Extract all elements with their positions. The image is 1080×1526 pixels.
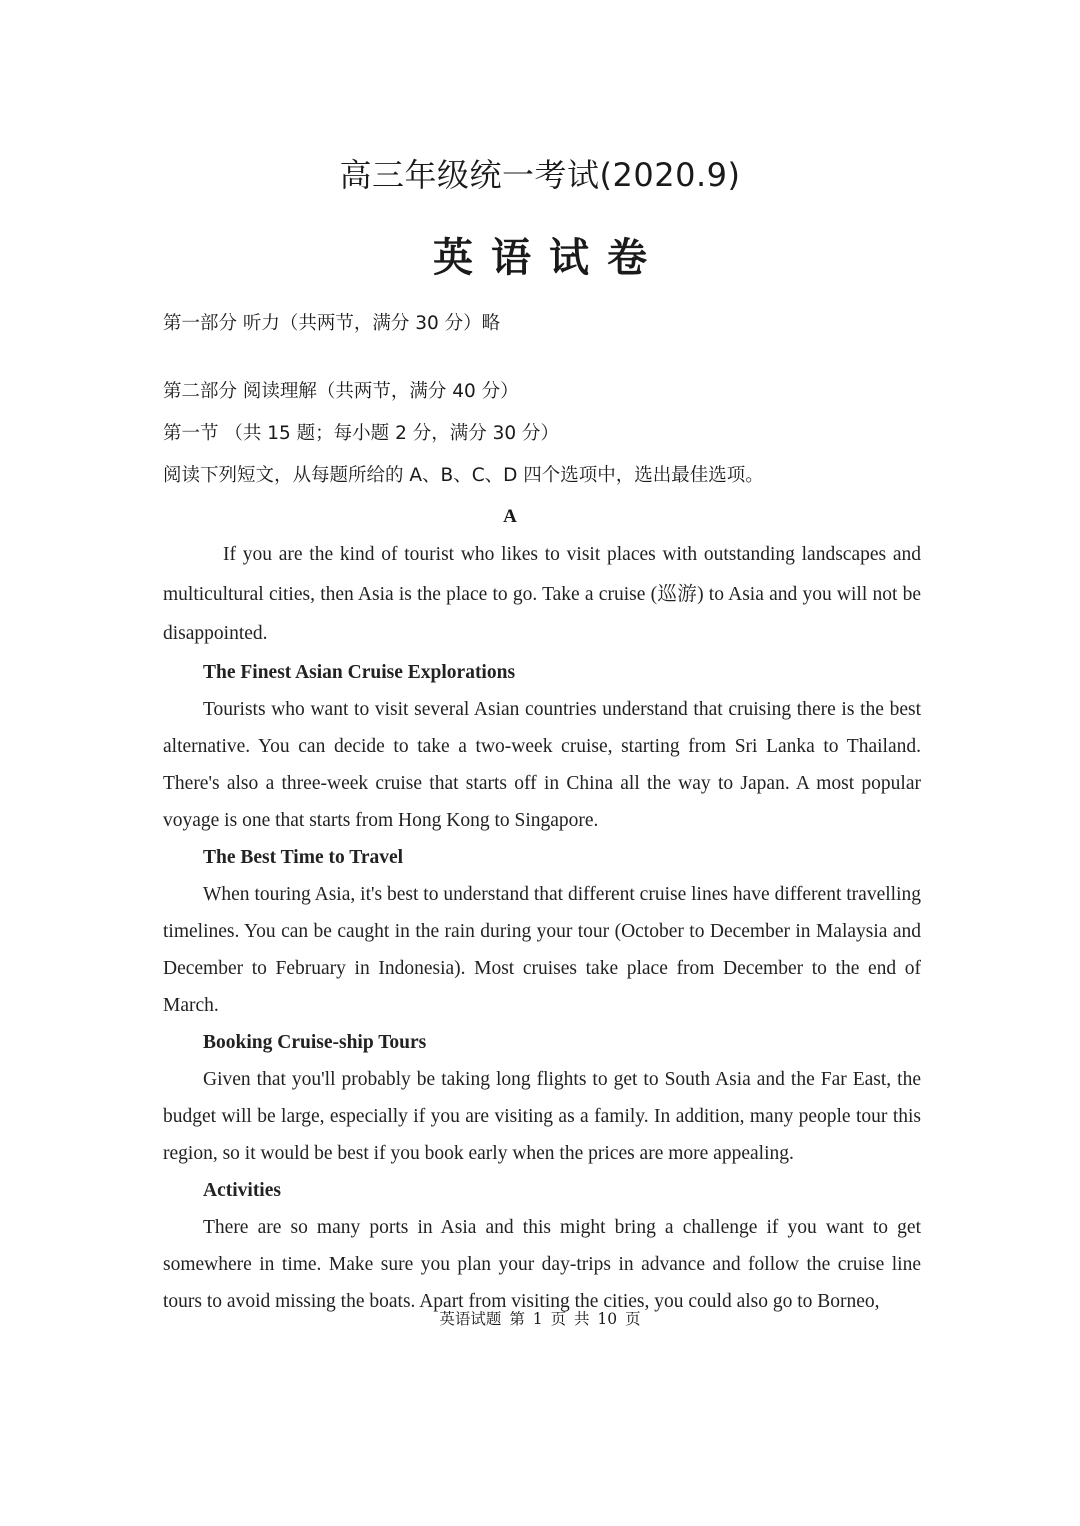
exam-title: 高三年级统一考试(2020.9): [339, 156, 741, 194]
section-text-explorations: Tourists who want to visit several Asian countries understand that cruising there is the best alternative. You can decide to take a two-week cruise, starting from Sri Lanka to Thailand. There's also a three-week cruise that starts off in China all the way to Japan. A most popular voyage is one that starts from Hong Kong to Singapore.: [163, 698, 921, 831]
passage-intro: If you are the kind of tourist who likes to visit places with outstanding landscapes and multicultural cities, then Asia is the place to go. Take a cruise (巡游) to Asia and you will not be disappointed.: [163, 544, 921, 644]
section-text-best-time: When touring Asia, it's best to understand that different cruise lines have different travelling timelines. You can be caught in the rain during your tour (October to December in Malaysia and December to February in Indonesia). Most cruises take place from December to the end of March.: [163, 883, 921, 1016]
section-text-activities: There are so many ports in Asia and this might bring a challenge if you want to get somewhere in time. Make sure you plan your day-trips in advance and follow the cruise line tours to avoid missing the boats. Apart from visiting the cities, you could also go to Borneo,: [163, 1216, 921, 1312]
section-heading-booking: Booking Cruise-ship Tours: [203, 1031, 427, 1053]
section-heading-activities: Activities: [203, 1179, 281, 1201]
section-heading-explorations: The Finest Asian Cruise Explorations: [203, 661, 516, 683]
passage-letter: A: [503, 506, 517, 527]
subject-title: 英语试卷: [433, 235, 665, 281]
part1-heading: 第一部分 听力（共两节，满分 30 分）略: [163, 313, 501, 334]
section1-heading: 第一节 （共 15 题；每小题 2 分，满分 30 分）: [163, 423, 560, 444]
page-footer: 英语试题 第 1 页 共 10 页: [439, 1310, 641, 1328]
part2-heading: 第二部分 阅读理解（共两节，满分 40 分）: [163, 381, 519, 402]
section-heading-best-time: The Best Time to Travel: [203, 846, 404, 868]
reading-instruction: 阅读下列短文，从每题所给的 A、B、C、D 四个选项中，选出最佳选项。: [163, 465, 764, 486]
section-text-booking: Given that you'll probably be taking long flights to get to South Asia and the Far East, the budget will be large, especially if you are visiting as a family. In addition, many people tour this region, so it would be best if you book early when the prices are more appealing.: [163, 1068, 921, 1164]
passage-body: [163, 535, 921, 1320]
